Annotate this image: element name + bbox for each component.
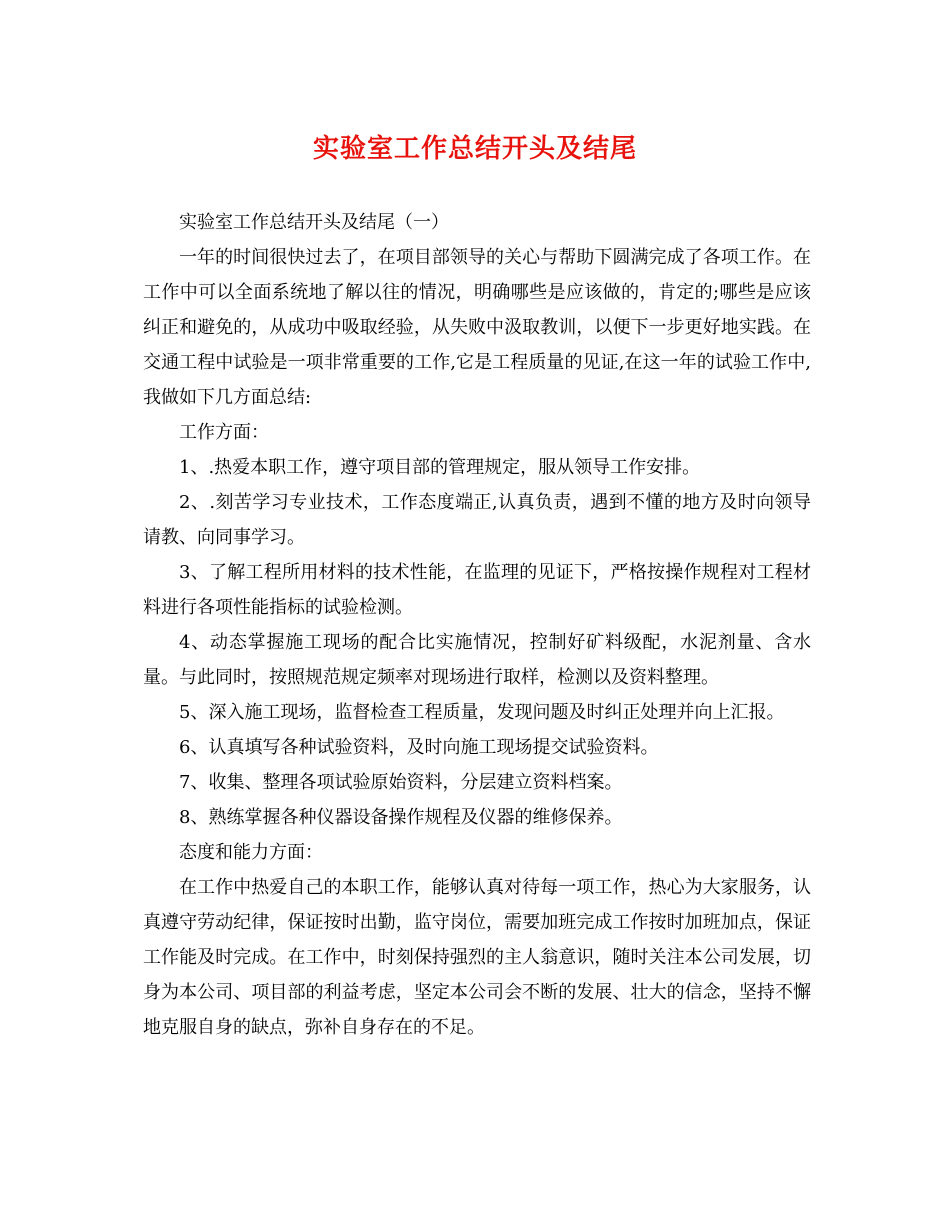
document-body [143, 205, 811, 1045]
section-heading: 实验室工作总结开头及结尾（一） [179, 212, 449, 233]
list-item: 8、熟练掌握各种仪器设备操作规程及仪器的维修保养。 [179, 807, 623, 828]
document-title: 实验室工作总结开头及结尾 [312, 134, 637, 164]
list-item: 5、深入施工现场，监督检查工程质量，发现问题及时纠正处理并向上汇报。 [179, 702, 785, 723]
paragraph: 一年的时间很快过去了，在项目部领导的关心与帮助下圆满完成了各项工作。在工作中可以全面系统地了解以往的情况，明确哪些是应该做的，肯定的;哪些是应该纠正和避免的，从成功中吸取经验，从失败中汲取教训，以便下一步更好地实践。在交通工程中试验是一项非常重要的工作,它是工程质量的见证,在这一年的试验工作中,我做如下几方面总结: [143, 247, 811, 408]
paragraph: 在工作中热爱自己的本职工作，能够认真对待每一项工作，热心为大家服务，认真遵守劳动纪律，保证按时出勤，监守岗位，需要加班完成工作按时加班加点，保证工作能及时完成。在工作中，时刻保持强烈的主人翁意识，随时关注本公司发展，切身为本公司、项目部的利益考虑，坚定本公司会不断的发展、壮大的信念，坚持不懈地克服自身的缺点，弥补自身存在的不足。 [143, 877, 811, 1038]
list-item: 6、认真填写各种试验资料，及时向施工现场提交试验资料。 [179, 737, 659, 758]
list-item: 1、.热爱本职工作，遵守项目部的管理规定，服从领导工作安排。 [179, 457, 701, 478]
section-heading: 工作方面： [179, 422, 269, 443]
list-item: 2、.刻苦学习专业技术，工作态度端正,认真负责，遇到不懂的地方及时向领导请教、向同事学习。 [143, 492, 811, 548]
list-item: 3、了解工程所用材料的技术性能，在监理的见证下，严格按操作规程对工程材料进行各项性能指标的试验检测。 [143, 562, 811, 618]
section-heading: 态度和能力方面： [179, 842, 323, 863]
list-item: 4、动态掌握施工现场的配合比实施情况，控制好矿料级配，水泥剂量、含水量。与此同时，按照规范规定频率对现场进行取样，检测以及资料整理。 [143, 632, 811, 688]
list-item: 7、收集、整理各项试验原始资料，分层建立资料档案。 [179, 772, 623, 793]
